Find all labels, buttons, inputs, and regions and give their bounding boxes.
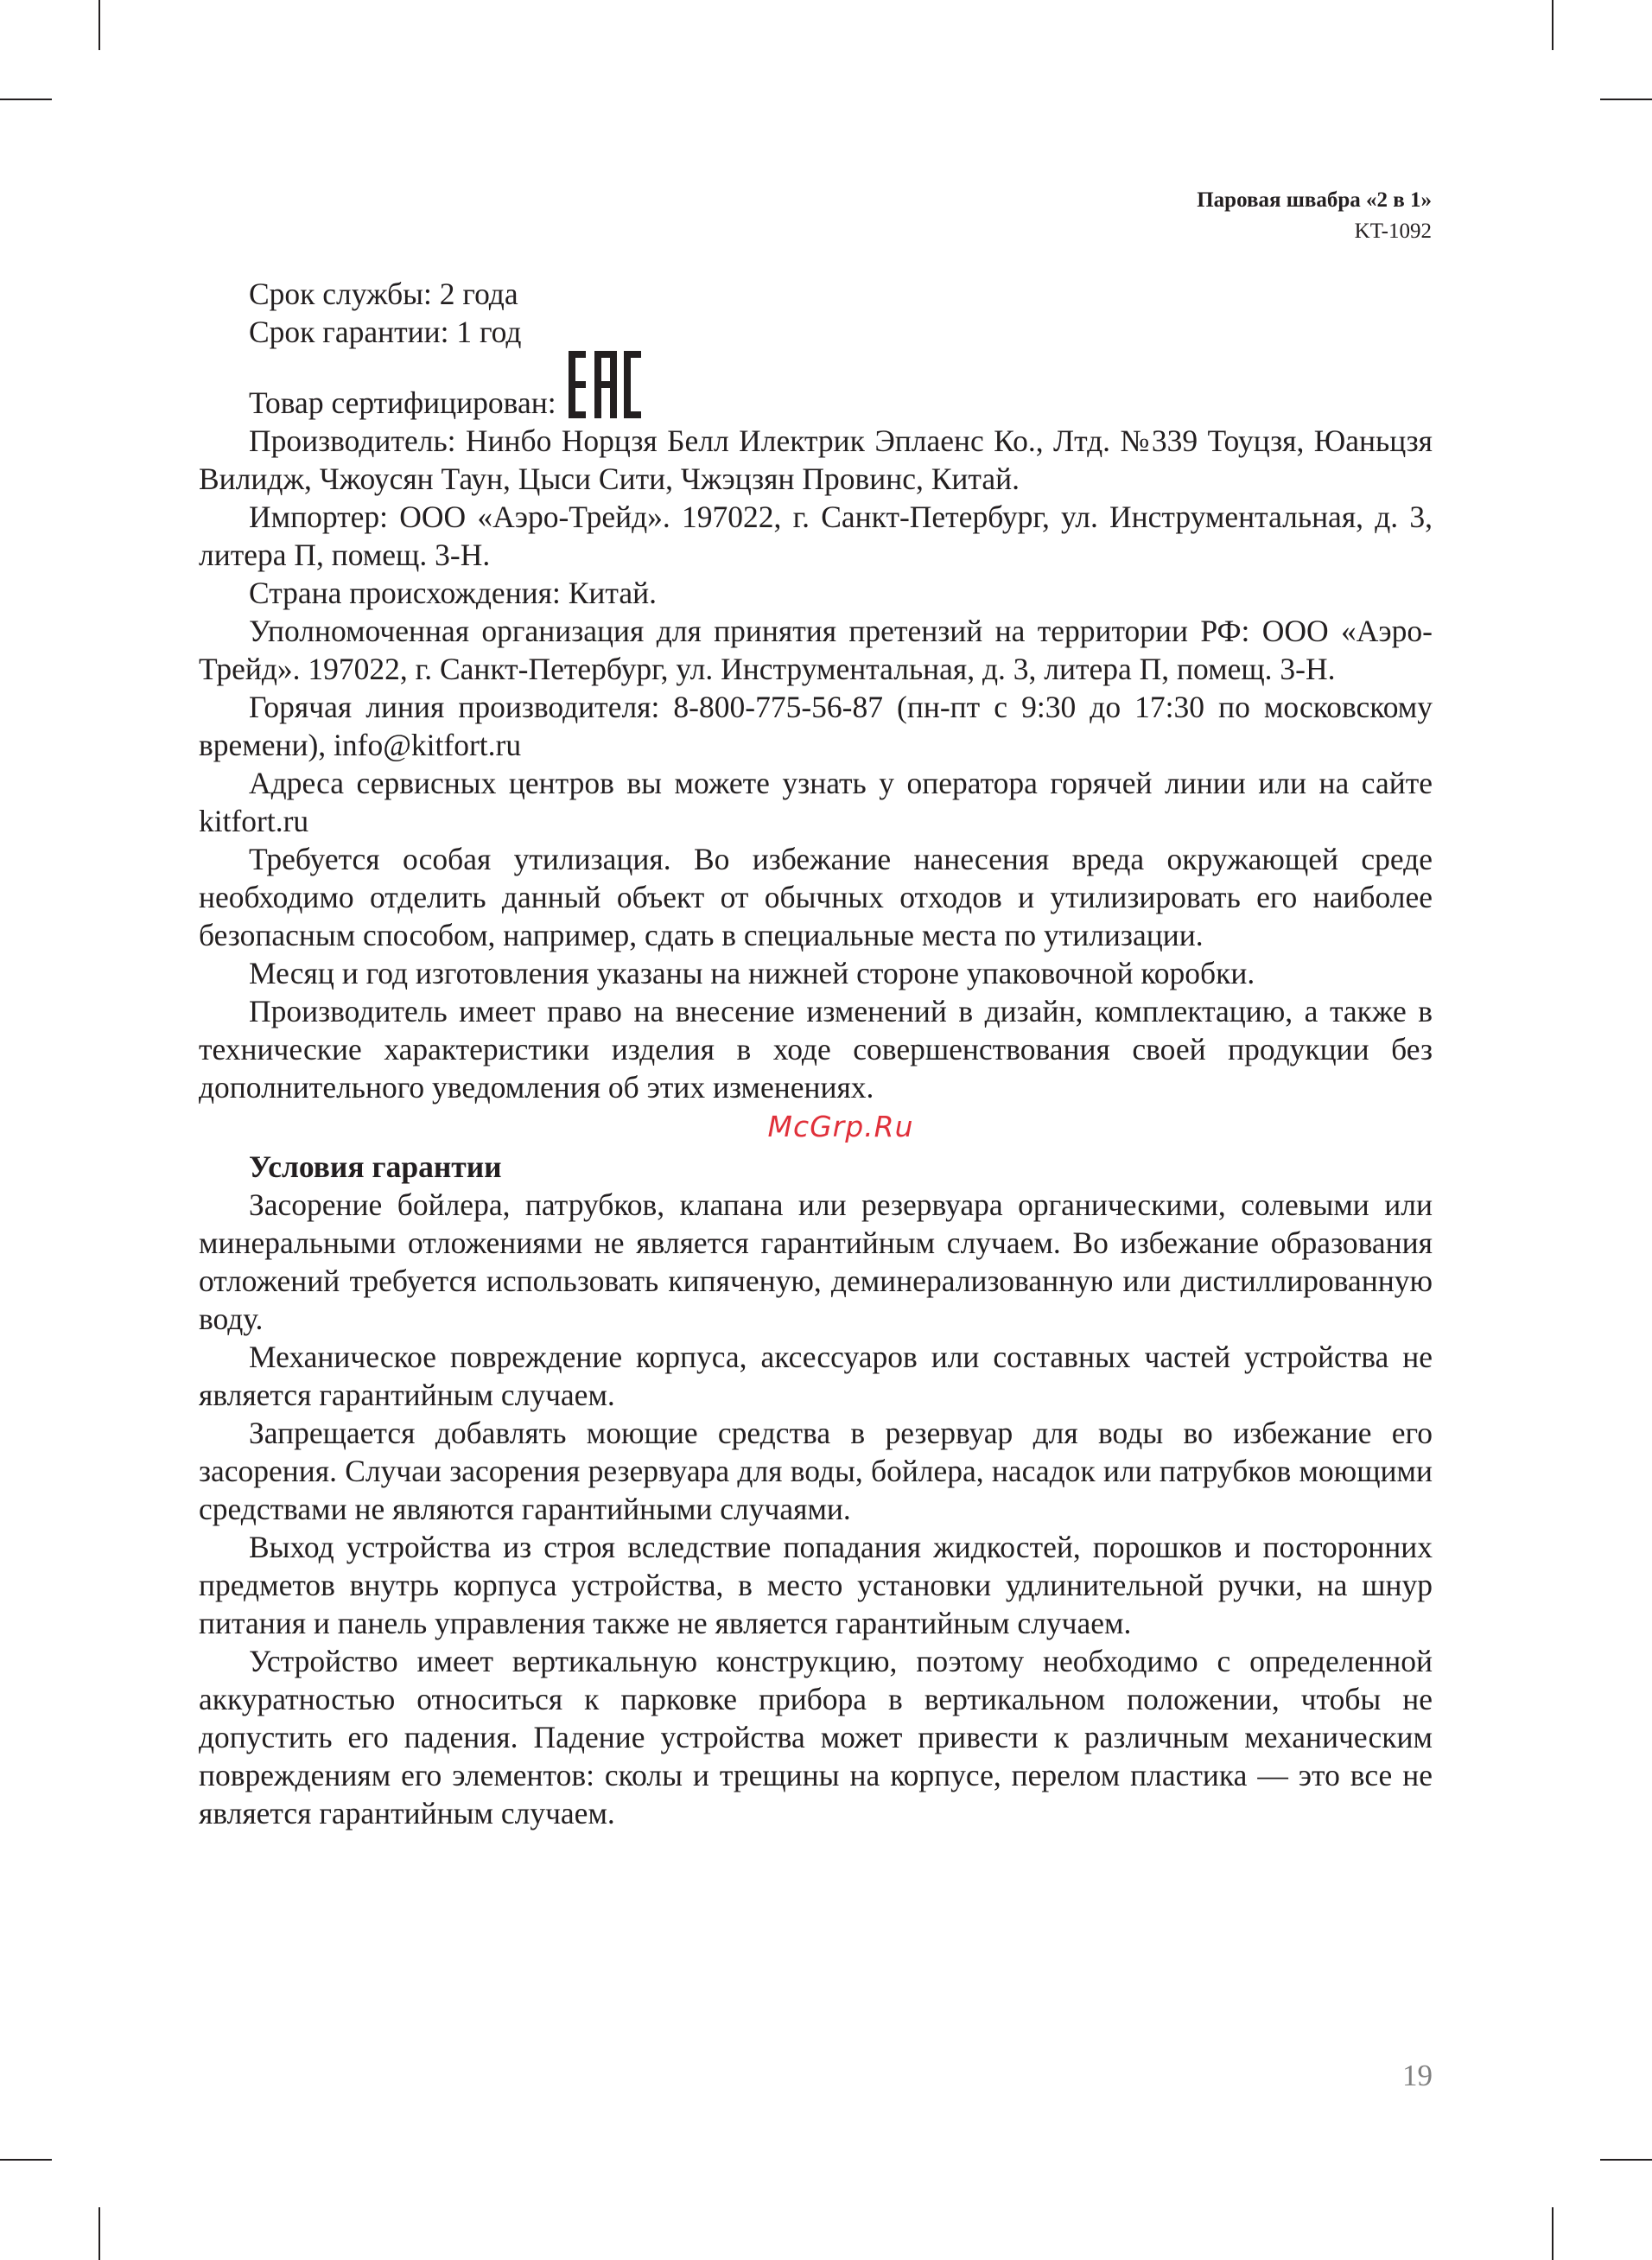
warranty-paragraph: Засорение бойлера, патрубков, клапана или резервуара органическими, солевыми или минеральными отложениями не является гарантийным случаем. Во избежание образования отложений требуется использовать кипяченую, деминерализованную или дистиллированную воду. — [199, 1187, 1433, 1336]
eac-mark-icon — [569, 351, 641, 418]
warranty-paragraph: Устройство имеет вертикальную конструкцию, поэтому необходимо с определенной аккуратностью относиться к парковке прибора в вертикальном положении, чтобы не допустить его падения. Падение устройства может привести к различным механическим повреждениям его элементов: сколы и трещины на корпусе, перелом пластика — это все не является гарантийным случаем. — [199, 1644, 1433, 1830]
page-content — [199, 275, 1433, 1832]
manufacture-date-paragraph: Месяц и год изготовления указаны на нижней стороне упаковочной коробки. — [249, 956, 1255, 990]
service-life-line: Срок службы: 2 года — [249, 277, 518, 311]
crop-mark-bottom-right-h — [1600, 2159, 1652, 2161]
importer-paragraph: Импортер: ООО «Аэро-Трейд». 197022, г. Санкт-Петербург, ул. Инструментальная, д. 3, литера П, помещ. 3-Н. — [199, 500, 1433, 572]
crop-mark-top-left — [98, 0, 100, 50]
warranty-section-title: Условия гарантии — [249, 1149, 502, 1184]
warranty-paragraph: Механическое повреждение корпуса, аксессуаров или составных частей устройства не является гарантийным случаем. — [199, 1340, 1433, 1412]
page-number: 19 — [1402, 2059, 1433, 2092]
manufacturer-paragraph: Производитель: Нинбо Норцзя Белл Илектрик Эплаенс Ко., Лтд. №339 Тоуцзя, Юаньцзя Вилидж, Чжоусян Таун, Цыси Сити, Чжэцзян Провинс, Китай. — [199, 423, 1433, 496]
crop-mark-top-right-h — [1600, 99, 1652, 100]
hotline-paragraph: Горячая линия производителя: 8-800-775-56-87 (пн-пт с 9:30 до 17:30 по московскому времени), info@kitfort.ru — [199, 690, 1433, 762]
service-centers-paragraph: Адреса сервисных центров вы можете узнать у оператора горячей линии или на сайте kitfort.ru — [199, 766, 1433, 838]
certification-label: Товар сертифицирован: — [249, 385, 556, 420]
origin-country-paragraph: Страна происхождения: Китай. — [249, 576, 658, 610]
crop-mark-bottom-right — [1552, 2207, 1554, 2260]
crop-mark-bottom-left-h — [0, 2159, 52, 2161]
header-model-number: KT-1092 — [1354, 220, 1432, 243]
running-header — [1197, 185, 1432, 247]
authorized-org-paragraph: Уполномоченная организация для принятия претензий на территории РФ: ООО «Аэро-Трейд». 197022, г. Санкт-Петербург, ул. Инструментальная, д. 3, литера П, помещ. 3-Н. — [199, 614, 1433, 686]
certification-line — [199, 351, 1433, 422]
warranty-paragraph: Выход устройства из строя вследствие попадания жидкостей, порошков и посторонних предметов внутрь корпуса устройства, в место установки удлинительной ручки, на шнур питания и панель управления также не является гарантийным случаем. — [199, 1530, 1433, 1640]
disposal-paragraph: Требуется особая утилизация. Во избежание нанесения вреда окружающей среде необходимо отделить данный объект от обычных отходов и утилизировать его наиболее безопасным способом, например, сдать в специальные места по утилизации. — [199, 842, 1433, 952]
watermark: McGrp.Ru — [767, 1110, 914, 1143]
design-changes-paragraph: Производитель имеет право на внесение изменений в дизайн, комплектацию, а также в технические характеристики изделия в ходе совершенствования своей продукции без дополнительного уведомления об этих изменениях. — [199, 994, 1433, 1105]
header-product-title: Паровая швабра «2 в 1» — [1197, 188, 1432, 212]
crop-mark-bottom-left — [98, 2207, 100, 2260]
crop-mark-top-right — [1552, 0, 1554, 50]
warranty-period-line: Срок гарантии: 1 год — [249, 315, 522, 349]
warranty-paragraph: Запрещается добавлять моющие средства в резервуар для воды во избежание его засорения. Случаи засорения резервуара для воды, бойлера, насадок или патрубков моющими средствами не являются гарантийными случаями. — [199, 1416, 1433, 1526]
crop-mark-top-left-h — [0, 99, 52, 100]
